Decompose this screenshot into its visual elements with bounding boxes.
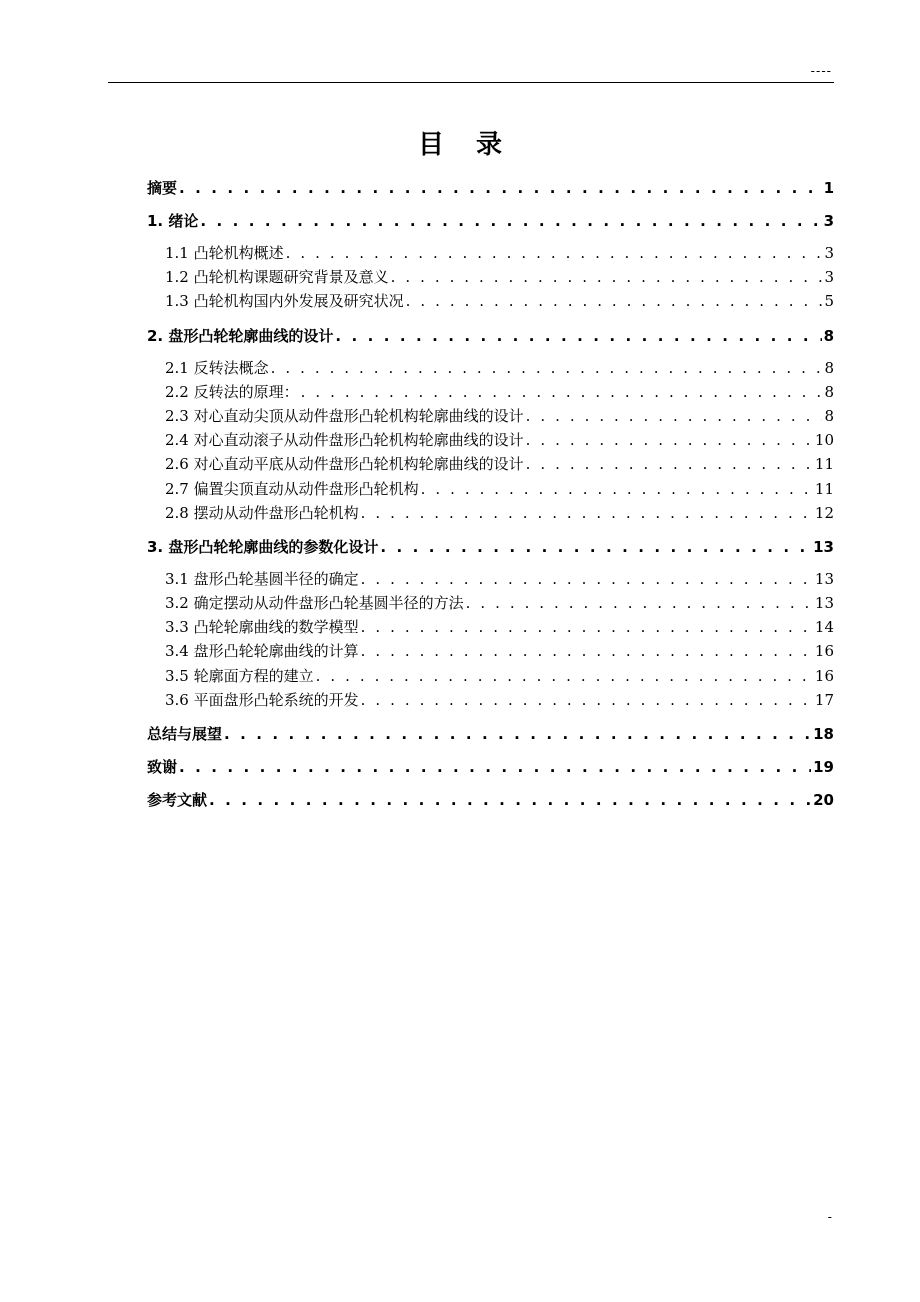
toc-entry-label: 1.3 凸轮机构国内外发展及研究状况 <box>165 292 404 311</box>
toc-entry-label: 3. 盘形凸轮轮廓曲线的参数化设计 <box>147 537 379 556</box>
toc-entry[interactable] <box>147 453 834 477</box>
toc-entry[interactable] <box>147 568 834 592</box>
toc-entry[interactable] <box>147 381 834 405</box>
toc-entry-label: 2.4 对心直动滚子从动件盘形凸轮机构轮廓曲线的设计 <box>165 431 524 450</box>
toc-entry-page: 14 <box>814 618 834 637</box>
toc-leader-dots <box>179 179 822 197</box>
toc-entry[interactable] <box>147 756 834 778</box>
toc-leader-dots <box>200 212 821 230</box>
toc-leader-dots <box>361 570 813 588</box>
toc-entry-label: 3.4 盘形凸轮轮廓曲线的计算 <box>165 642 359 661</box>
toc-entry[interactable] <box>147 405 834 429</box>
header-rule <box>108 82 834 83</box>
toc-entry-page: 1 <box>823 179 834 197</box>
toc-entry-label: 致谢 <box>147 758 178 776</box>
page-title-char-2: 录 <box>476 130 503 160</box>
toc-entry[interactable] <box>147 478 834 502</box>
toc-entry-page: 12 <box>814 503 834 522</box>
page-title-char-1: 目 <box>417 130 444 160</box>
toc-leader-dots <box>361 642 813 660</box>
toc-entry-page: 3 <box>824 268 834 287</box>
toc-entry[interactable] <box>147 789 834 811</box>
toc-entry[interactable] <box>147 290 834 314</box>
toc-leader-dots <box>526 407 823 425</box>
toc-entry-label: 2.6 对心直动平底从动件盘形凸轮机构轮廓曲线的设计 <box>165 455 524 474</box>
toc-leader-dots <box>286 244 823 262</box>
toc-entry-label: 2. 盘形凸轮轮廓曲线的设计 <box>147 326 334 345</box>
toc-leader-dots <box>361 691 813 709</box>
toc-entry-page: 11 <box>814 455 834 474</box>
toc-entry-label: 2.1 反转法概念 <box>165 358 269 377</box>
toc-entry-page: 18 <box>813 725 834 743</box>
toc-leader-dots <box>361 618 813 636</box>
toc-entry-label: 2.2 反转法的原理： <box>165 382 299 401</box>
toc-entry-page: 16 <box>814 666 834 685</box>
toc-entry[interactable] <box>147 616 834 640</box>
toc-entry-page: 20 <box>813 791 834 809</box>
page-title <box>0 124 920 161</box>
toc-leader-dots <box>466 594 813 612</box>
toc-entry-label: 2.7 偏置尖顶直动从动件盘形凸轮机构 <box>165 479 419 498</box>
toc-entry-label: 3.3 凸轮轮廓曲线的数学模型 <box>165 618 359 637</box>
toc-entry-label: 3.6 平面盘形凸轮系统的开发 <box>165 690 359 709</box>
toc-entry-label: 2.3 对心直动尖顶从动件盘形凸轮机构轮廓曲线的设计 <box>165 406 524 425</box>
toc-entry-label: 1. 绪论 <box>147 212 199 230</box>
toc-entry-page: 10 <box>814 431 834 450</box>
toc-entry-page: 13 <box>814 569 834 588</box>
toc-entry[interactable] <box>147 325 834 347</box>
toc-entry[interactable] <box>147 357 834 381</box>
toc-entry[interactable] <box>147 640 834 664</box>
toc-entry-page: 8 <box>824 382 834 401</box>
toc-leader-dots <box>301 383 823 401</box>
toc-entry-page: 13 <box>813 537 834 556</box>
toc-leader-dots <box>209 791 811 809</box>
footer-mark: - <box>827 1210 832 1224</box>
toc-entry-page: 8 <box>824 358 834 377</box>
toc-entry[interactable] <box>147 266 834 290</box>
toc-leader-dots <box>179 758 811 776</box>
toc-leader-dots <box>526 431 813 449</box>
toc-leader-dots <box>421 480 813 498</box>
toc-leader-dots <box>335 327 821 345</box>
header-mark: ---- <box>810 64 832 78</box>
toc-entry[interactable] <box>147 536 834 558</box>
toc-entry-page: 13 <box>814 594 834 613</box>
toc-entry-label: 3.1 盘形凸轮基圆半径的确定 <box>165 569 359 588</box>
toc-entry-label: 摘要 <box>147 179 178 197</box>
toc-entry[interactable] <box>147 429 834 453</box>
toc-entry-page: 5 <box>824 292 834 311</box>
table-of-contents <box>147 177 834 811</box>
toc-entry[interactable] <box>147 210 834 232</box>
toc-entry[interactable] <box>147 592 834 616</box>
toc-entry-page: 8 <box>823 326 834 345</box>
toc-leader-dots <box>316 667 813 685</box>
toc-leader-dots <box>406 292 823 310</box>
toc-entry-page: 19 <box>813 758 834 776</box>
toc-entry-label: 参考文献 <box>147 791 208 809</box>
toc-leader-dots <box>361 504 813 522</box>
toc-entry[interactable] <box>147 723 834 745</box>
toc-entry[interactable] <box>147 502 834 526</box>
toc-entry[interactable] <box>147 665 834 689</box>
toc-entry-label: 3.5 轮廓面方程的建立 <box>165 666 314 685</box>
toc-entry-page: 8 <box>824 406 834 425</box>
toc-entry-label: 3.2 确定摆动从动件盘形凸轮基圆半径的方法 <box>165 594 464 613</box>
toc-leader-dots <box>391 268 823 286</box>
toc-entry[interactable] <box>147 242 834 266</box>
toc-entry-label: 2.8 摆动从动件盘形凸轮机构 <box>165 503 359 522</box>
toc-entry-label: 总结与展望 <box>147 725 223 743</box>
toc-entry[interactable] <box>147 689 834 713</box>
toc-entry-page: 16 <box>814 642 834 661</box>
toc-leader-dots <box>224 725 811 743</box>
toc-entry-page: 11 <box>814 479 834 498</box>
toc-entry-label: 1.1 凸轮机构概述 <box>165 244 284 262</box>
toc-leader-dots <box>526 455 813 473</box>
toc-entry-page: 17 <box>814 690 834 709</box>
toc-leader-dots <box>271 359 823 377</box>
toc-leader-dots <box>380 538 811 556</box>
toc-entry-page: 3 <box>824 244 834 262</box>
toc-entry-label: 1.2 凸轮机构课题研究背景及意义 <box>165 268 389 287</box>
toc-entry-page: 3 <box>823 212 834 230</box>
toc-entry[interactable] <box>147 177 834 199</box>
